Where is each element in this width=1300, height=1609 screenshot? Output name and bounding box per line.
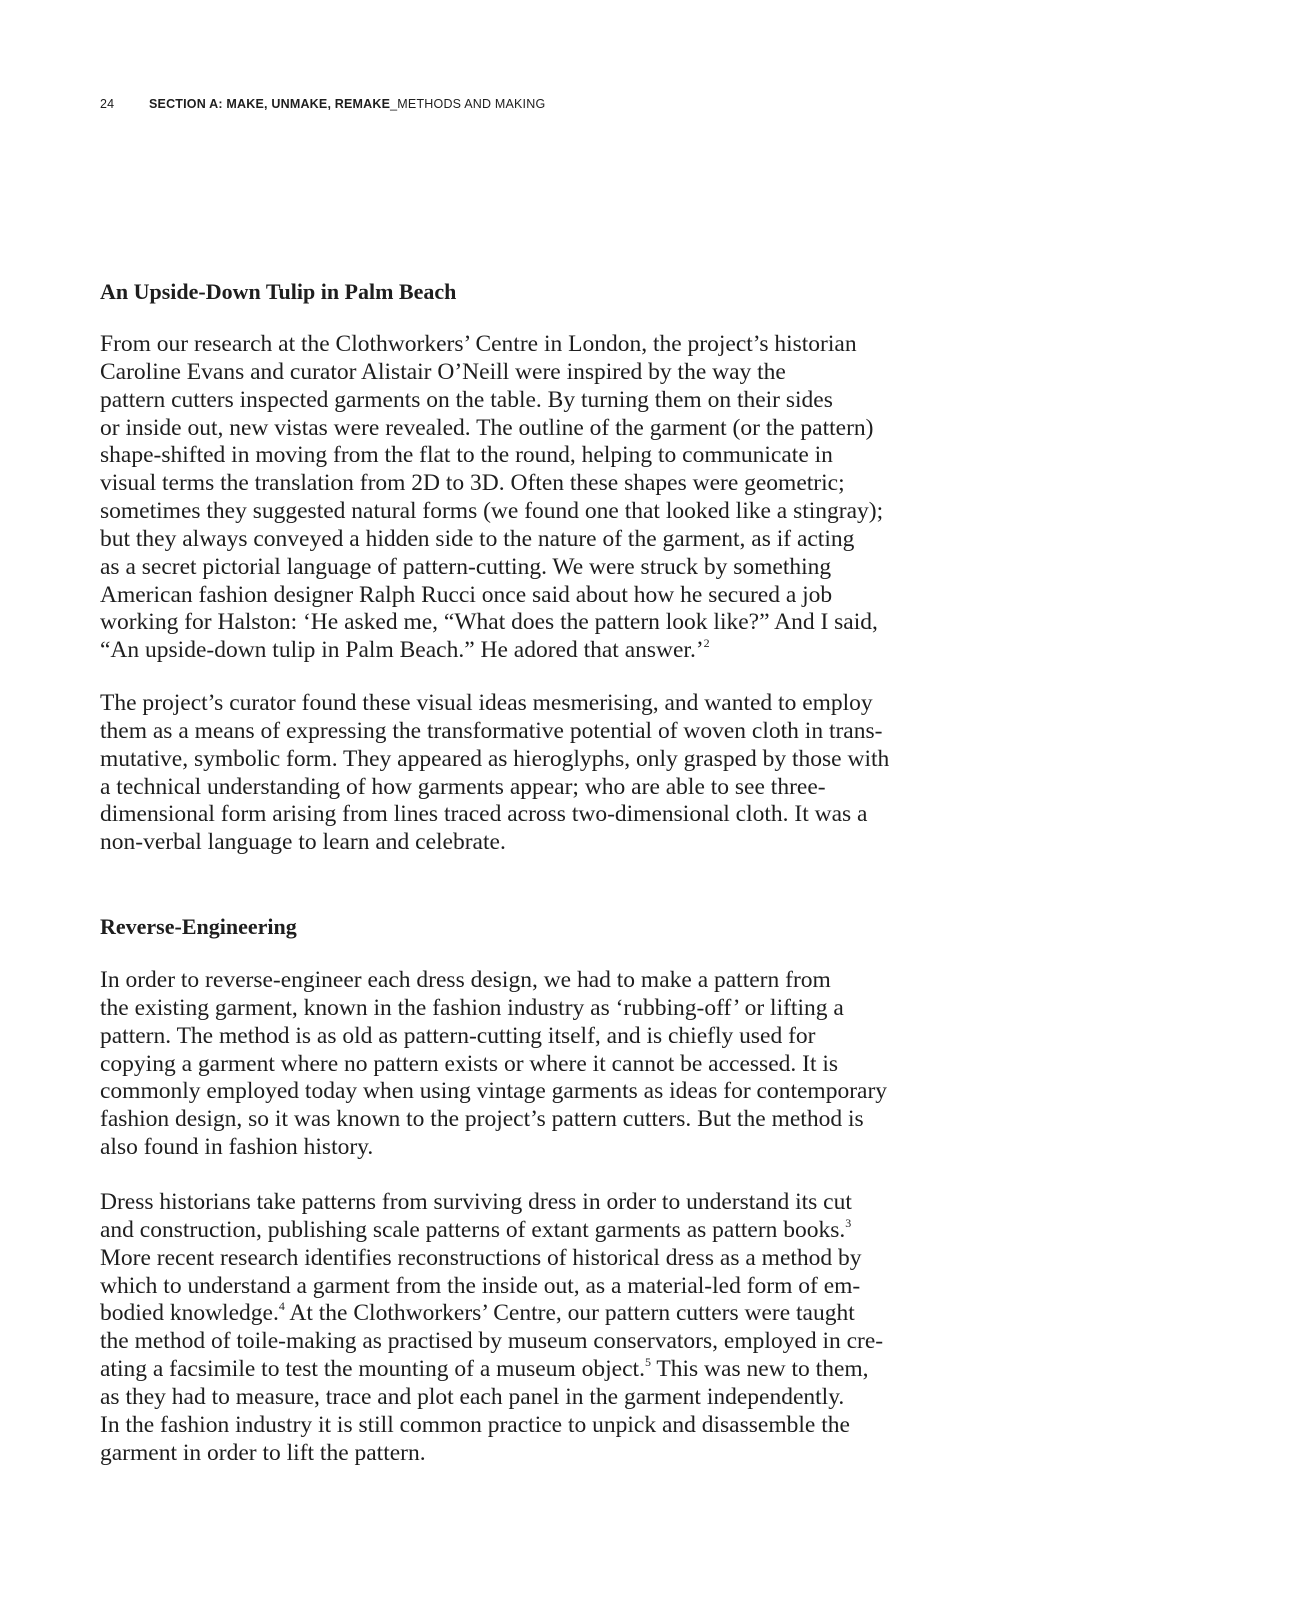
section-heading: Reverse-Engineering <box>100 914 297 939</box>
text-line: mutative, symbolic form. They appeared as hieroglyphs, only grasped by those with <box>100 745 890 772</box>
text-line: the method of toile-making as practised by museum conservators, employed in cre- <box>100 1328 884 1355</box>
text-line: commonly employed today when using vintage garments as ideas for contemporary <box>100 1078 888 1105</box>
footnote-marker[interactable]: 4 <box>278 1299 285 1314</box>
text-line: which to understand a garment from the inside out, as a material-led form of em- <box>100 1272 861 1299</box>
paragraph-2 <box>100 690 889 857</box>
text-line: Caroline Evans and curator Alistair O’Neill were inspired by the way the <box>100 358 786 385</box>
text-line: pattern cutters inspected garments on the table. By turning them on their sides <box>100 386 833 413</box>
text-segment: At the Clothworkers’ Centre, our pattern cutters were taught <box>284 1300 855 1327</box>
text-line: sometimes they suggested natural forms (we found one that looked like a stingray); <box>100 498 884 525</box>
paragraph-1 <box>100 331 883 665</box>
paragraph-4 <box>100 1189 883 1467</box>
text-line: or inside out, new vistas were revealed. The outline of the garment (or the pattern) <box>100 414 874 441</box>
footnote-marker[interactable]: 2 <box>703 636 710 651</box>
text-line: garment in order to lift the pattern. <box>100 1439 426 1466</box>
running-head <box>100 97 545 111</box>
text-line: In the fashion industry it is still common practice to unpick and disassemble the <box>100 1411 850 1438</box>
text-segment: bodied knowledge. <box>100 1300 279 1327</box>
text-line: them as a means of expressing the transformative potential of woven cloth in trans- <box>100 717 883 744</box>
text-line: also found in fashion history. <box>100 1134 374 1161</box>
text-line: pattern. The method is as old as pattern-cutting itself, and is chiefly used for <box>100 1022 816 1049</box>
text-line <box>100 1356 883 1384</box>
footnote-marker[interactable]: 3 <box>845 1215 852 1230</box>
text-segment: This was new to them, <box>650 1356 869 1383</box>
text-line: working for Halston: ‘He asked me, “What does the pattern look like?” And I said, <box>100 609 878 636</box>
text-line: but they always conveyed a hidden side to the nature of the garment, as if acting <box>100 525 855 552</box>
text-line: From our research at the Clothworkers’ Centre in London, the project’s historian <box>100 331 857 357</box>
text-line: a technical understanding of how garments appear; who are able to see three- <box>100 773 826 800</box>
text-line: shape-shifted in moving from the flat to the round, helping to communicate in <box>100 442 833 469</box>
text-segment: ating a facsimile to test the mounting of a museum object. <box>100 1356 645 1383</box>
text-line: In order to reverse-engineer each dress design, we had to make a pattern from <box>100 967 831 993</box>
text-line: dimensional form arising from lines traced across two-dimensional cloth. It was a <box>100 801 868 828</box>
text-line: fashion design, so it was known to the project’s pattern cutters. But the method is <box>100 1106 864 1133</box>
text-segment: “An upside-down tulip in Palm Beach.” He adored that answer.’ <box>100 637 704 664</box>
text-line <box>100 1300 883 1328</box>
section-subtitle: _METHODS AND MAKING <box>390 97 546 111</box>
text-line: The project’s curator found these visual ideas mesmerising, and wanted to employ <box>100 690 873 716</box>
paragraph-3 <box>100 967 887 1162</box>
text-line: as a secret pictorial language of pattern-cutting. We were struck by something <box>100 553 832 580</box>
text-line: the existing garment, known in the fashion industry as ‘rubbing-off’ or lifting a <box>100 994 844 1021</box>
text-line: visual terms the translation from 2D to 3D. Often these shapes were geometric; <box>100 470 845 497</box>
text-line: American fashion designer Ralph Rucci once said about how he secured a job <box>100 581 833 608</box>
text-line: non-verbal language to learn and celebrate. <box>100 829 506 856</box>
text-line: as they had to measure, trace and plot each panel in the garment independently. <box>100 1383 845 1410</box>
text-line <box>100 1217 883 1245</box>
section-heading: An Upside-Down Tulip in Palm Beach <box>100 279 457 304</box>
text-line <box>100 637 883 665</box>
text-line: Dress historians take patterns from surviving dress in order to understand its cut <box>100 1189 852 1215</box>
text-line: copying a garment where no pattern exists or where it cannot be accessed. It is <box>100 1050 839 1077</box>
section-title: SECTION A: MAKE, UNMAKE, REMAKE <box>149 97 391 111</box>
text-line: More recent research identifies reconstructions of historical dress as a method by <box>100 1244 862 1271</box>
page-number: 24 <box>100 97 115 111</box>
text-segment: and construction, publishing scale patterns of extant garments as pattern books. <box>100 1216 846 1243</box>
footnote-marker[interactable]: 5 <box>644 1354 651 1369</box>
